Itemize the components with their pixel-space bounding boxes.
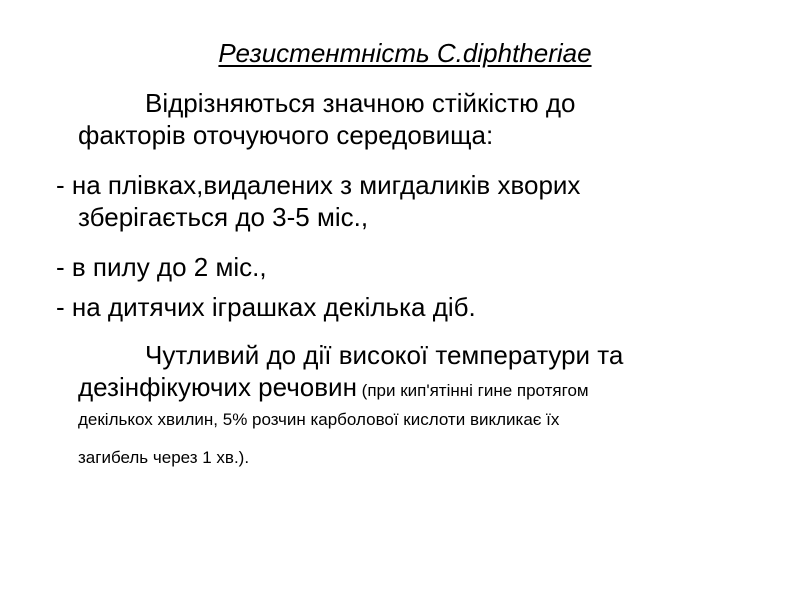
paragraph-2-large-text: дезінфікуючих речовин [78,372,357,402]
paragraph-1-line-2: факторів оточуючого середовища: [78,120,494,150]
paragraph-2-small-text: (при кип'ятінні гине протягом [356,381,589,400]
slide-title: Резистентність C.diphtheriae [218,38,592,68]
paragraph-2-line-1: Чутливий до дії високої температури та [145,340,624,370]
list-item-3: - на дитячих іграшках декілька діб. [56,292,476,322]
list-item-2: - в пилу до 2 міс., [56,252,267,282]
paragraph-2-line-4: загибель через 1 хв.). [78,448,250,467]
paragraph-2-line-3: декількох хвилин, 5% розчин карболової кислоти викликає їх [78,410,560,429]
paragraph-1-line-1: Відрізняються значною стійкістю до [145,88,576,118]
paragraph-2-line-2 [78,370,589,408]
list-item-1-line-2: зберігається до 3-5 міс., [78,202,369,232]
list-item-1-line-1: - на плівках,видалених з мигдаликів хворих [56,170,581,200]
